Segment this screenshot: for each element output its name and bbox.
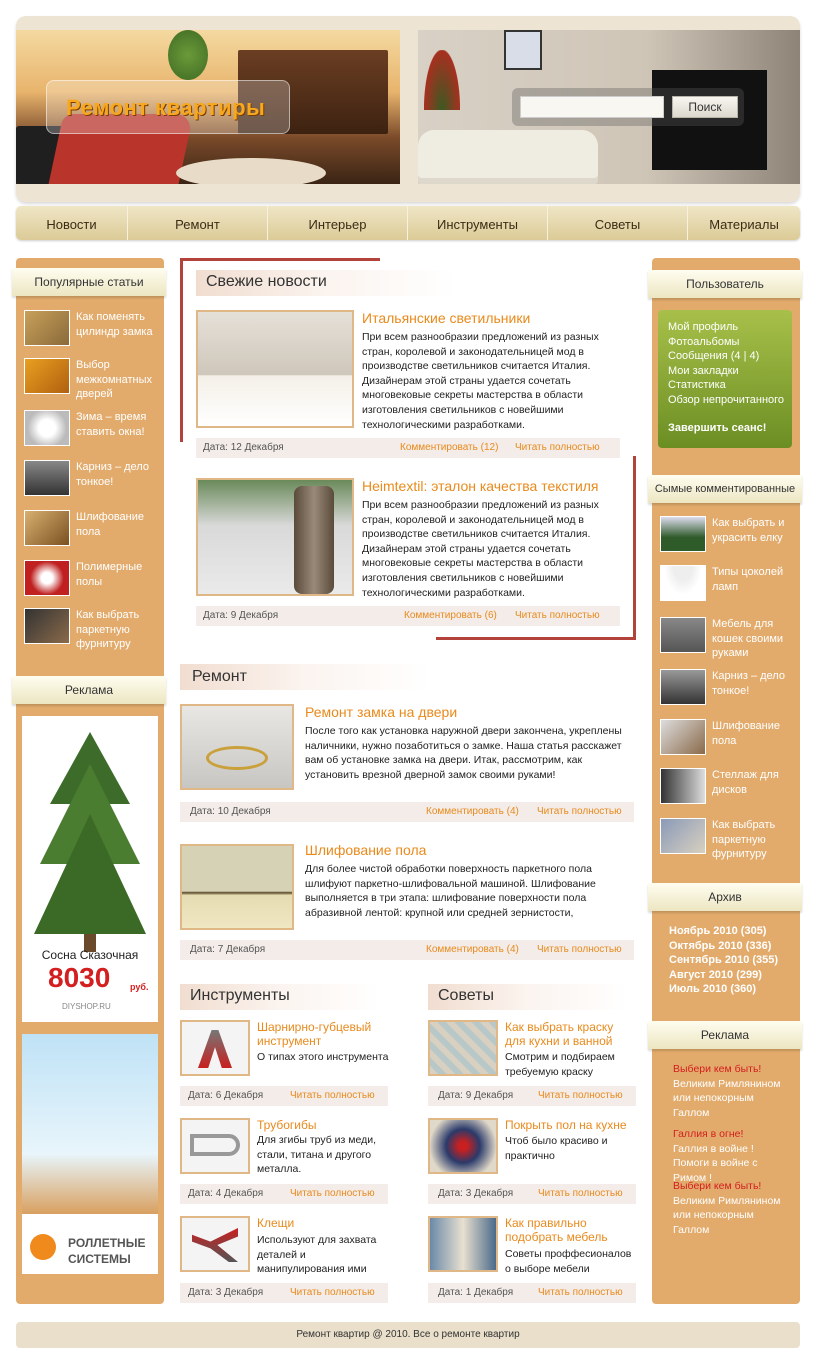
fresh-title: Свежие новости — [206, 273, 327, 290]
news-text: При всем разнообразии предложений из разных стран, королевой и законодательницей мод в производстве светильников считается Италия. Дизайнерам этой страны удается сочетать многовековые секреты мастерства в области изготовления светильников с новейшими технологическими разработками. — [362, 331, 599, 431]
right-ads-title: Реклама — [648, 1021, 802, 1049]
popular-title: Популярные статьи — [12, 268, 166, 296]
commented-item[interactable] — [660, 719, 796, 755]
tool-date: Дата: 6 Декабря — [188, 1090, 264, 1101]
read-more-link[interactable]: Читать полностью — [515, 610, 600, 621]
thumb-image — [24, 410, 70, 446]
tip-date: Дата: 1 Декабря — [438, 1287, 514, 1298]
text-ad[interactable] — [673, 1179, 791, 1237]
article-date: Дата: 10 Декабря — [190, 806, 271, 817]
user-link-unread[interactable]: Обзор непрочитанного — [668, 393, 785, 406]
repair-title: Ремонт — [192, 668, 247, 685]
nav-interior[interactable]: Интерьер — [268, 206, 408, 240]
popular-item-label[interactable]: Как поменять цилиндр замка — [76, 311, 153, 338]
thumb-image — [24, 560, 70, 596]
commented-item[interactable] — [660, 617, 796, 661]
news-image[interactable] — [196, 310, 354, 428]
pipe-bender-icon — [190, 1134, 240, 1156]
footer: Ремонт квартир @ 2010. Все о ремонте квартир — [16, 1322, 800, 1348]
tips-title: Советы — [438, 987, 494, 1004]
thumb-image — [660, 818, 706, 854]
thumb-image — [24, 460, 70, 496]
archive-item[interactable]: Сентябрь 2010 (355) — [669, 954, 779, 966]
tip-title[interactable]: Покрыть пол на кухне — [505, 1118, 627, 1132]
text-ad-head[interactable]: Галлия в огне! — [673, 1128, 744, 1140]
text-ad-head[interactable]: Выбери кем быть! — [673, 1063, 762, 1075]
sofa — [418, 130, 598, 184]
thumb-image — [24, 358, 70, 394]
thumb-image — [660, 719, 706, 755]
news-date: Дата: 9 Декабря — [203, 610, 279, 621]
tip-date: Дата: 3 Декабря — [438, 1188, 514, 1199]
rug — [176, 158, 326, 184]
user-link-bookmarks[interactable]: Мои закладки — [668, 364, 739, 377]
text-ad[interactable] — [673, 1127, 791, 1185]
popular-item-label[interactable]: Как выбрать паркетную фурнитуру — [76, 609, 140, 650]
article-title[interactable]: Ремонт замка на двери — [305, 704, 458, 720]
news-text: При всем разнообразии предложений из разных стран, королевой и законодательницей мод в производстве светильников считается Италия. Дизайнерам этой страны удается сочетать многовековые секреты мастерства в области изготовления светильников с новейшими технологическими разработками. — [362, 499, 599, 599]
article-text: После того как установка наружной двери закончена, укреплены наличники, нужно позаботиться о замке. Наша статья расскажет вам об установке замка на двери. Итак, рассмотрим, как установить врезной дверной замок своими руками! — [305, 725, 622, 781]
left-ads-title: Реклама — [12, 676, 166, 704]
commented-item-label[interactable]: Мебель для кошек своими руками — [712, 618, 784, 659]
news-image[interactable] — [196, 478, 354, 596]
news-title[interactable]: Heimtextil: эталон качества текстиля — [362, 478, 599, 494]
tip-image[interactable] — [428, 1216, 498, 1272]
ad-line2: СИСТЕМЫ — [68, 1252, 131, 1266]
commented-item[interactable] — [660, 565, 796, 601]
nav-news[interactable]: Новости — [16, 206, 128, 240]
thumb-image — [660, 768, 706, 804]
read-more-link[interactable]: Читать полностью — [290, 1188, 375, 1199]
tool-image[interactable] — [180, 1216, 250, 1272]
tree-image — [30, 724, 150, 954]
tool-title[interactable]: Клещи — [257, 1216, 295, 1230]
nav-tools[interactable]: Инструменты — [408, 206, 548, 240]
tool-image[interactable] — [180, 1020, 250, 1076]
read-more-link[interactable]: Читать полностью — [537, 944, 622, 955]
rollets-ad[interactable] — [22, 1034, 158, 1274]
archive-item[interactable]: Август 2010 (299) — [669, 968, 762, 981]
tree-ad[interactable] — [22, 716, 158, 1022]
tree-trunk — [294, 486, 334, 594]
thumb-image — [24, 310, 70, 346]
popular-item[interactable] — [24, 310, 160, 346]
search-input[interactable] — [520, 96, 664, 118]
commented-title: Сымые комментированные — [648, 475, 802, 503]
ad-currency: руб. — [130, 982, 149, 992]
user-links — [668, 320, 784, 407]
nav-repair[interactable]: Ремонт — [128, 206, 268, 240]
commented-item[interactable] — [660, 768, 796, 804]
tool-text: О типах этого инструмента — [257, 1051, 389, 1063]
tongs-icon — [192, 1228, 238, 1262]
thumb-image — [660, 565, 706, 601]
nav-tips[interactable]: Советы — [548, 206, 688, 240]
archive-item[interactable]: Ноябрь 2010 (305) — [669, 925, 767, 937]
read-more-link[interactable]: Читать полностью — [290, 1090, 375, 1101]
article-image[interactable] — [180, 704, 294, 790]
text-ad-body: Великим Римлянином или непокорным Галлом — [673, 1194, 781, 1236]
thumb-image — [660, 516, 706, 552]
thumb-image — [660, 669, 706, 705]
comment-link[interactable]: Комментировать (4) — [426, 944, 519, 955]
text-ad[interactable] — [673, 1062, 791, 1120]
ad-product-name: Сосна Сказочная — [41, 948, 139, 962]
popular-item[interactable] — [24, 460, 160, 496]
popular-item-label[interactable]: Выбор межкомнатных дверей — [76, 359, 153, 400]
user-link-profile[interactable]: Мой профиль — [668, 321, 739, 333]
tool-text: Используют для захвата деталей и манипулирования ими — [257, 1234, 377, 1276]
popular-item[interactable] — [24, 560, 160, 596]
commented-item-label[interactable]: Как выбрать и украсить елку — [712, 517, 785, 544]
popular-item-label[interactable]: Зима – время ставить окна! — [76, 411, 147, 438]
ad-line1: РОЛЛЕТНЫЕ — [68, 1236, 146, 1250]
comment-link[interactable]: Комментировать (4) — [426, 806, 519, 817]
news-date: Дата: 12 Декабря — [203, 442, 284, 453]
plant — [424, 50, 460, 110]
rollets-logo-icon — [30, 1234, 56, 1260]
commented-item[interactable] — [660, 669, 796, 705]
ad-shop: DIYSHOP.RU — [62, 1002, 111, 1011]
commented-item-label[interactable]: Типы цоколей ламп — [712, 566, 784, 593]
popular-item[interactable] — [24, 510, 160, 546]
popular-item-label[interactable]: Полимерные полы — [76, 561, 143, 588]
read-more-link[interactable]: Читать полностью — [515, 442, 600, 453]
tool-title[interactable]: Трубогибы — [257, 1118, 317, 1132]
comment-link[interactable]: Комментировать (12) — [400, 442, 499, 453]
text-ad-head[interactable]: Выбери кем быть! — [673, 1180, 762, 1192]
plant — [168, 30, 208, 80]
tip-date: Дата: 9 Декабря — [438, 1090, 514, 1101]
tool-image[interactable] — [180, 1118, 250, 1174]
user-link-albums[interactable]: Фотоальбомы — [668, 335, 740, 348]
article-text: Для более чистой обработки поверхность паркетного пола шлифуют паркетно-шлифовальной машиной. Шлифование выполняется в три этапа: шлифование поверхности пола абразивной лентой: крупной или средней зернистости, — [305, 863, 596, 919]
ad-price: 8030 — [48, 962, 111, 993]
user-link-messages[interactable]: Сообщения (4 | 4) — [668, 350, 760, 362]
pliers-icon — [198, 1030, 232, 1068]
user-title: Пользователь — [648, 270, 802, 298]
commented-item[interactable] — [660, 516, 796, 552]
chandelier — [206, 746, 268, 770]
commented-item-label[interactable]: Шлифование пола — [712, 720, 780, 747]
popular-item[interactable] — [24, 358, 160, 402]
popular-item[interactable] — [24, 410, 160, 446]
main-nav — [16, 206, 800, 240]
painting — [504, 30, 542, 70]
tip-text: Смотрим и подбираем требуемую краску — [505, 1051, 615, 1078]
commented-item-label[interactable]: Как выбрать паркетную фурнитуру — [712, 819, 776, 860]
archive-item[interactable]: Июль 2010 (360) — [669, 983, 757, 995]
tool-text: Для згибы труб из меди, стали, титана и другого металла. — [257, 1134, 376, 1176]
user-link-stats[interactable]: Статистика — [668, 379, 726, 391]
popular-item[interactable] — [24, 608, 160, 652]
thumb-image — [24, 608, 70, 644]
article-date: Дата: 7 Декабря — [190, 944, 266, 955]
tool-title[interactable]: Шарнирно-губцевый инструмент — [257, 1020, 372, 1048]
archive-title: Архив — [648, 883, 802, 911]
archive-item[interactable]: Октябрь 2010 (336) — [669, 939, 772, 952]
thumb-image — [24, 510, 70, 546]
thumb-image — [660, 617, 706, 653]
tool-date: Дата: 3 Декабря — [188, 1287, 264, 1298]
archive-list — [669, 924, 778, 997]
tip-text: Советы проффесионалов о выборе мебели — [505, 1248, 632, 1275]
read-more-link[interactable]: Читать полностью — [538, 1188, 623, 1199]
read-more-link[interactable]: Читать полностью — [538, 1090, 623, 1101]
commented-item-label[interactable]: Карниз – дело тонкое! — [712, 670, 785, 697]
tip-image[interactable] — [428, 1020, 498, 1076]
read-more-link[interactable]: Читать полностью — [537, 806, 622, 817]
tool-date: Дата: 4 Декабря — [188, 1188, 264, 1199]
text-ad-body: Великим Римлянином или непокорным Галлом — [673, 1077, 781, 1119]
tip-title[interactable]: Как правильно подобрать мебель — [505, 1216, 608, 1244]
comment-link[interactable]: Комментировать (6) — [404, 610, 497, 621]
read-more-link[interactable]: Читать полностью — [538, 1287, 623, 1298]
commented-item-label[interactable]: Стеллаж для дисков — [712, 769, 779, 796]
tip-image[interactable] — [428, 1118, 498, 1174]
search-button[interactable]: Поиск — [672, 96, 738, 118]
read-more-link[interactable]: Читать полностью — [290, 1287, 375, 1298]
popular-item-label[interactable]: Шлифование пола — [76, 511, 144, 538]
commented-item[interactable] — [660, 818, 796, 862]
site-logo[interactable]: Ремонт квартиры — [66, 95, 266, 120]
tools-title: Инструменты — [190, 987, 290, 1004]
text-ad-body: Галлия в войне ! Помоги в войне с Римом ! — [673, 1142, 758, 1184]
article-image[interactable] — [180, 844, 294, 930]
tip-title[interactable]: Как выбрать краску для кухни и ванной — [505, 1020, 614, 1048]
tip-text: Чтоб было красиво и практично — [505, 1135, 608, 1162]
popular-item-label[interactable]: Карниз – дело тонкое! — [76, 461, 149, 488]
news-title[interactable]: Итальянские светильники — [362, 310, 531, 326]
nav-materials[interactable]: Материалы — [709, 217, 779, 232]
logout-link[interactable]: Завершить сеанс! — [668, 422, 767, 434]
article-title[interactable]: Шлифование пола — [305, 842, 427, 858]
